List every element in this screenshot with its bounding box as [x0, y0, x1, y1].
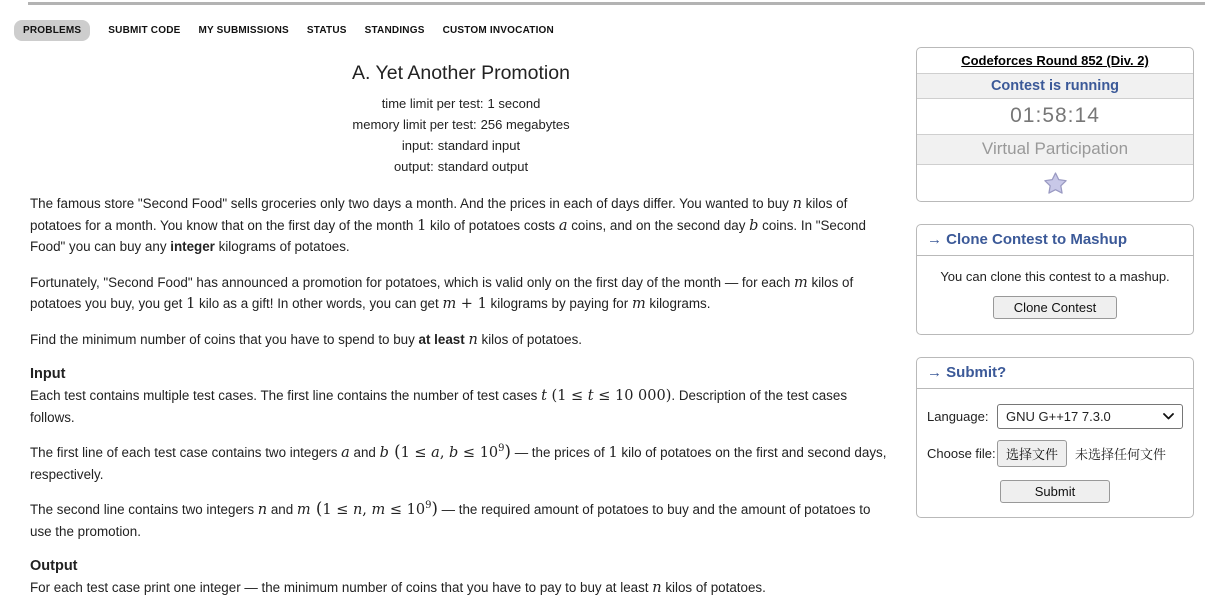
- file-status-text: 未选择任何文件: [1075, 447, 1167, 462]
- output-spec-label: output:: [393, 159, 434, 174]
- star-icon[interactable]: [1043, 172, 1068, 195]
- contest-timer: 01:58:14: [917, 99, 1193, 135]
- clone-heading: → Clone Contest to Mashup: [917, 225, 1193, 256]
- sidebar: [916, 47, 1194, 540]
- tab-submit-code[interactable]: SUBMIT CODE: [108, 25, 181, 36]
- statement-paragraph-1: The famous store "Second Food" sells groceries only two days a month. And the prices in each of days differ. You wanted to buy n kilos of potatoes for a month. You know that on the first day of the month 1 kilo of potatoes costs a coins, and on the second day b coins. In "Second Food" you can buy any integer kilograms of potatoes.: [30, 196, 866, 254]
- time-limit-label: time limit per test:: [381, 96, 484, 111]
- clone-description: You can clone this contest to a mashup.: [940, 269, 1170, 284]
- problem-limits: [30, 93, 892, 177]
- problem-title: A. Yet Another Promotion: [352, 62, 570, 84]
- star-row: [917, 165, 1193, 201]
- statement-paragraph-3: Find the minimum number of coins that you have to spend to buy at least n kilos of potatoes.: [30, 331, 582, 348]
- input-paragraph-3: The second line contains two integers n and m (1 ≤ n, $m \le 10^9$) — the required amount of potatoes to buy and the amount of potatoes to use the promotion.: [30, 499, 871, 539]
- time-limit: [30, 93, 892, 114]
- clone-body: [917, 269, 1193, 319]
- input-paragraph-1: Each test contains multiple test cases. The first line contains the number of test cases t (1 ≤ t ≤ 10 000). Description of the test cases follows.: [30, 388, 848, 425]
- input-spec: [30, 135, 892, 156]
- tab-custom-invocation[interactable]: CUSTOM INVOCATION: [442, 25, 554, 36]
- input-heading: Input: [30, 366, 66, 382]
- contest-box: [916, 47, 1194, 202]
- input-paragraph-2: The first line of each test case contains two integers a and b (1 ≤ a, $b \le 10^9$) — the prices of 1 kilo of potatoes on the first and second days, respectively.: [30, 442, 887, 482]
- submit-heading: → Submit?: [917, 358, 1193, 389]
- output-heading: Output: [30, 558, 78, 574]
- contest-title-link[interactable]: Codeforces Round 852 (Div. 2): [961, 53, 1149, 68]
- language-label: Language:: [927, 409, 989, 424]
- statement-paragraph-2: Fortunately, "Second Food" has announced a promotion for potatoes, which is valid only on the first day of the month — for each m kilos of potatoes you buy, you get 1 kilo as a gift! In other words, you can get m + 1 kilograms by paying for m kilograms.: [30, 274, 854, 312]
- chevron-down-icon: [1163, 413, 1174, 420]
- input-spec-value: standard input: [437, 138, 521, 153]
- submit-form: [917, 389, 1193, 517]
- language-selected-value: GNU G++17 7.3.0: [1006, 409, 1111, 424]
- choose-file-row: [927, 440, 1183, 467]
- clone-contest-button[interactable]: Clone Contest: [993, 296, 1117, 319]
- choose-file-label: Choose file:: [927, 446, 996, 461]
- contest-nav: [14, 20, 554, 41]
- contest-status: Contest is running: [917, 74, 1193, 99]
- submit-box: [916, 357, 1194, 518]
- memory-limit-value: 256 megabytes: [480, 117, 570, 132]
- input-spec-label: input:: [401, 138, 434, 153]
- language-row: [927, 404, 1183, 429]
- tab-my-submissions[interactable]: MY SUBMISSIONS: [198, 25, 289, 36]
- choose-file-button[interactable]: 选择文件: [997, 440, 1067, 467]
- virtual-participation-link[interactable]: Virtual Participation: [917, 135, 1193, 165]
- output-spec-value: standard output: [437, 159, 529, 174]
- memory-limit: [30, 114, 892, 135]
- time-limit-value: 1 second: [487, 96, 541, 111]
- tab-status[interactable]: STATUS: [306, 25, 347, 36]
- file-input: [997, 440, 1166, 467]
- output-spec: [30, 156, 892, 177]
- tab-standings[interactable]: STANDINGS: [364, 25, 425, 36]
- output-paragraph-1: For each test case print one integer — the minimum number of coins that you have to pay to buy at least n kilos of potatoes.: [30, 580, 766, 596]
- submit-button[interactable]: Submit: [1000, 480, 1110, 503]
- problem-statement: [30, 62, 892, 613]
- tab-problems[interactable]: PROBLEMS: [14, 20, 90, 41]
- language-select[interactable]: [997, 404, 1183, 429]
- memory-limit-label: memory limit per test:: [352, 117, 477, 132]
- contest-title-row: [917, 48, 1193, 74]
- clone-box: [916, 224, 1194, 335]
- top-divider: [28, 2, 1205, 5]
